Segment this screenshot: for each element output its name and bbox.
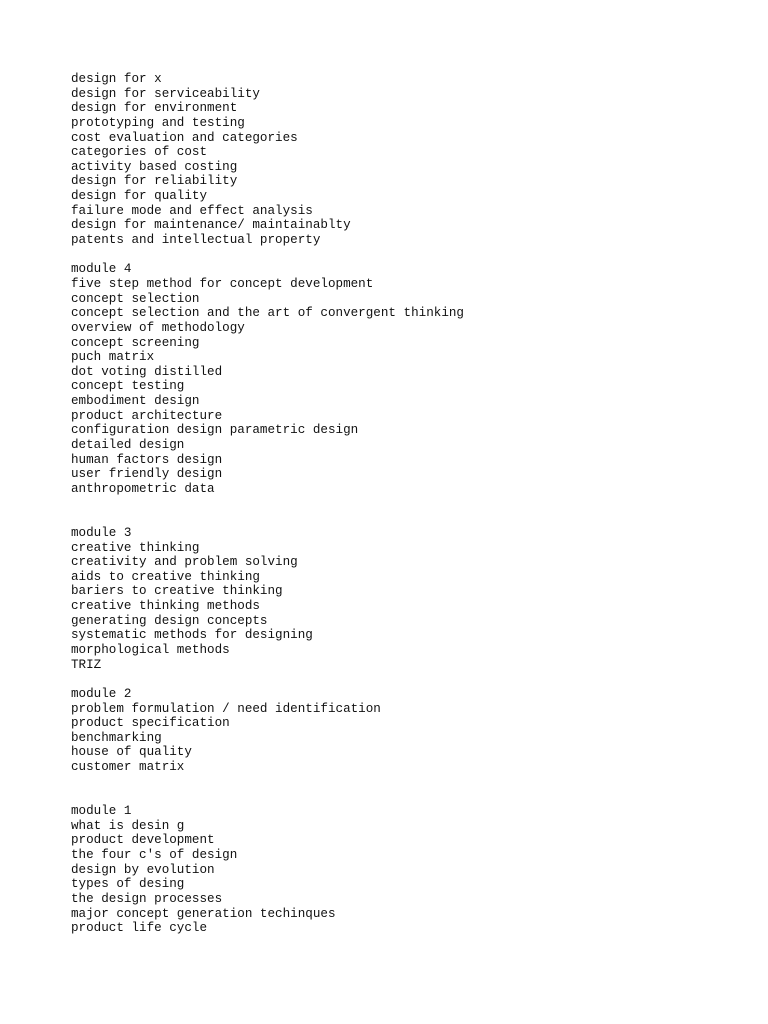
text-line: creative thinking methods <box>71 599 260 614</box>
module-heading: module 4 <box>71 262 132 277</box>
blank-line <box>71 511 464 526</box>
text-line: generating design concepts <box>71 613 268 628</box>
text-line: human factors design <box>71 452 223 467</box>
text-line: design for maintenance/ maintainablty <box>71 218 351 233</box>
module-heading: module 3 <box>71 525 132 540</box>
text-line: concept selection <box>71 291 200 306</box>
text-line: the four c's of design <box>71 847 238 862</box>
text-line: concept selection and the art of convergent thinking <box>71 306 464 321</box>
text-line: user friendly design <box>71 467 223 482</box>
text-line: the design processes <box>71 891 223 906</box>
module-heading: module 2 <box>71 686 132 701</box>
text-line: problem formulation / need identification <box>71 701 381 716</box>
text-line: design for environment <box>71 101 238 116</box>
blank-line <box>71 789 464 804</box>
text-line: house of quality <box>71 745 192 760</box>
text-line: design for reliability <box>71 174 238 189</box>
blank-line <box>71 497 464 512</box>
text-line: what is desin g <box>71 818 185 833</box>
text-line: product development <box>71 833 215 848</box>
blank-line <box>71 248 464 263</box>
text-line: benchmarking <box>71 730 162 745</box>
text-line: concept testing <box>71 379 185 394</box>
text-line: prototyping and testing <box>71 115 245 130</box>
text-line: detailed design <box>71 438 185 453</box>
text-line: morphological methods <box>71 642 230 657</box>
text-line: design for quality <box>71 189 208 204</box>
text-line: failure mode and effect analysis <box>71 203 313 218</box>
text-line: overview of methodology <box>71 320 245 335</box>
text-line: bariers to creative thinking <box>71 584 283 599</box>
module-heading: module 1 <box>71 804 132 819</box>
text-line: types of desing <box>71 877 185 892</box>
text-line: systematic methods for designing <box>71 628 313 643</box>
text-line: configuration design parametric design <box>71 423 359 438</box>
text-line: cost evaluation and categories <box>71 130 298 145</box>
text-line: dot voting distilled <box>71 364 223 379</box>
text-line: creativity and problem solving <box>71 555 298 570</box>
text-line: major concept generation techinques <box>71 906 336 921</box>
text-line: embodiment design <box>71 394 200 409</box>
text-line: product life cycle <box>71 921 208 936</box>
blank-line <box>71 775 464 790</box>
text-line: product specification <box>71 716 230 731</box>
text-line: patents and intellectual property <box>71 233 321 248</box>
text-line: anthropometric data <box>71 481 215 496</box>
document-text <box>71 72 464 936</box>
blank-line <box>71 672 464 687</box>
text-line: puch matrix <box>71 350 155 365</box>
text-line: TRIZ <box>71 657 102 672</box>
text-line: design for serviceability <box>71 86 260 101</box>
text-line: creative thinking <box>71 540 200 555</box>
text-line: customer matrix <box>71 760 185 775</box>
text-line: product architecture <box>71 408 223 423</box>
text-line: design for x <box>71 72 162 86</box>
text-line: activity based costing <box>71 159 238 174</box>
text-line: five step method for concept development <box>71 276 374 291</box>
text-line: concept screening <box>71 335 200 350</box>
text-line: aids to creative thinking <box>71 569 260 584</box>
text-line: design by evolution <box>71 862 215 877</box>
text-line: categories of cost <box>71 145 208 160</box>
